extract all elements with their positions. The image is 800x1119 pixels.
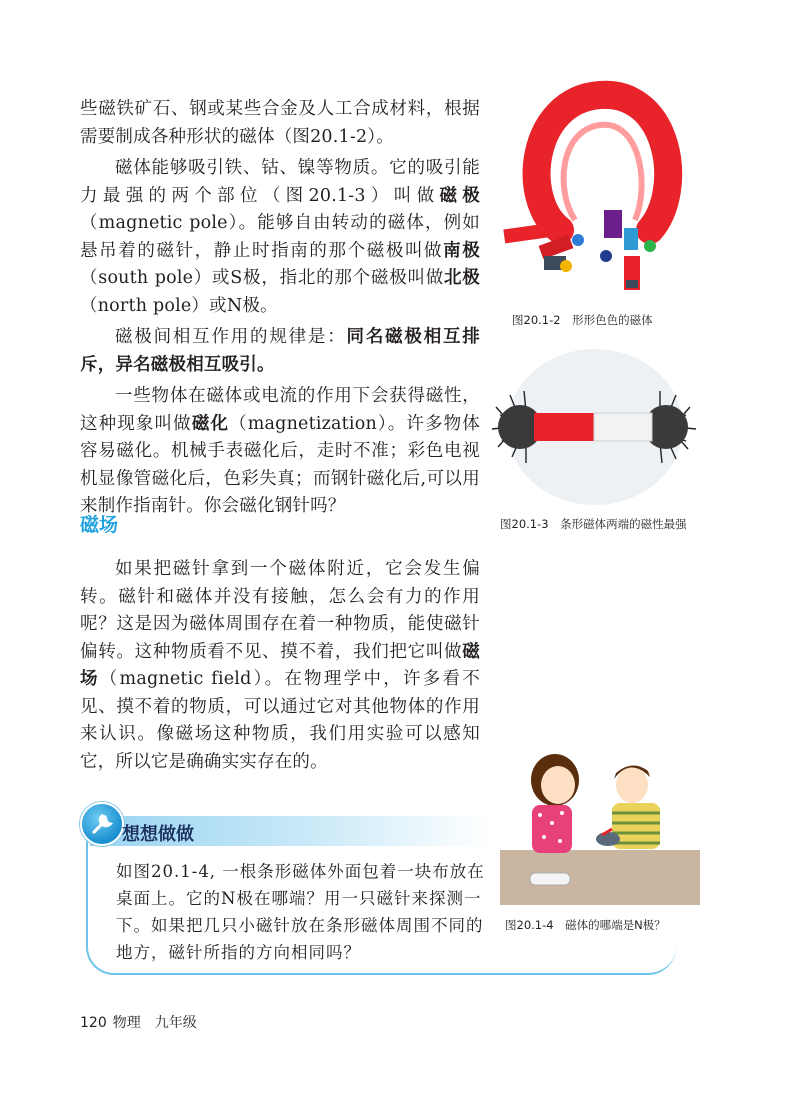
text-span: 磁极间相互作用的规律是： [115, 327, 347, 347]
text-span: 如果把磁针拿到一个磁体附近，它会发生偏转。磁针和磁体并没有接触，怎么会有力的作用呢？这是因为磁体周围存在着一种物质，能使磁针偏转。这种物质看不见、摸不着，我们把它叫做 [80, 559, 480, 662]
figure-horseshoe-magnets [500, 80, 700, 300]
activity-text: 如图20.1-4, 一根条形磁体外面包着一块布放在桌面上。它的N极在哪端？用一只磁针来探测一下。如果把几只小磁针放在条形磁体周围不同的地方，磁针所指的方向相同吗？ [116, 862, 485, 962]
paragraph-magnetization [80, 383, 480, 521]
paragraph-pole-rule [80, 324, 480, 379]
term-magnetic-pole: 磁极 [439, 185, 481, 206]
paragraph-intro: 些磁铁矿石、钢或某些合金及人工合成材料，根据需要制成各种形状的磁体（图20.1-2）。 [80, 99, 480, 147]
figure-children-experiment [500, 745, 700, 905]
paragraph-magnetic-field [80, 556, 480, 776]
term-magnetic-field: 磁场 [80, 641, 480, 689]
main-text-column [80, 96, 480, 521]
section-heading: 磁场 [80, 514, 119, 536]
text-span: 一些物体在磁体或电流的作用下会获得磁性，这种现象叫做 [80, 386, 480, 434]
page-number: 120 [80, 1015, 107, 1031]
term-magnetization: 磁化 [191, 413, 230, 434]
text-span: （north pole）或N极。 [80, 295, 278, 316]
page-footer [80, 1012, 197, 1032]
term-south-pole: 南极 [443, 240, 480, 261]
text-span: （magnetic pole）。能够自由转动的磁体，例如悬吊着的磁针，静止时指南的那个磁极叫做 [80, 213, 480, 261]
text-span: 磁体能够吸引铁、钴、镍等物质。它的吸引能力最强的两个部位（图20.1-3）叫做 [80, 158, 480, 206]
figure-2-caption: 图20.1-2 形形色色的磁体 [512, 313, 653, 327]
figure-bar-magnet [490, 345, 700, 505]
term-north-pole: 北极 [444, 268, 480, 288]
magnetic-field-section [80, 556, 480, 776]
text-span: （south pole）或S极，指北的那个磁极叫做 [80, 268, 445, 288]
text-span: （magnetization）。许多物体容易磁化。机械手表磁化后，走时不准；彩色电视机显像管磁化后，色彩失真；而钢针磁化后,可以用来制作指南针。你会磁化钢针吗？ [80, 413, 480, 516]
book-title: 物理 九年级 [112, 1015, 197, 1031]
paragraph-magnetic-poles [80, 155, 480, 320]
text-span: （magnetic field）。在物理学中，许多看不见、摸不着的物质，可以通过它对其他物体的作用来认识。像磁场这种物质，我们用实验可以感知它，所以它是确确实实存在的。 [80, 669, 481, 772]
figure-3-caption: 图20.1-3 条形磁体两端的磁性最强 [500, 517, 687, 531]
figure-4-caption: 图20.1-4 磁体的哪端是N极？ [505, 918, 666, 932]
pole-rule-statement: 同名磁极相互排斥，异名磁极相互吸引。 [80, 327, 480, 375]
activity-title: 想想做做 [122, 824, 194, 845]
wrench-icon [80, 802, 124, 846]
